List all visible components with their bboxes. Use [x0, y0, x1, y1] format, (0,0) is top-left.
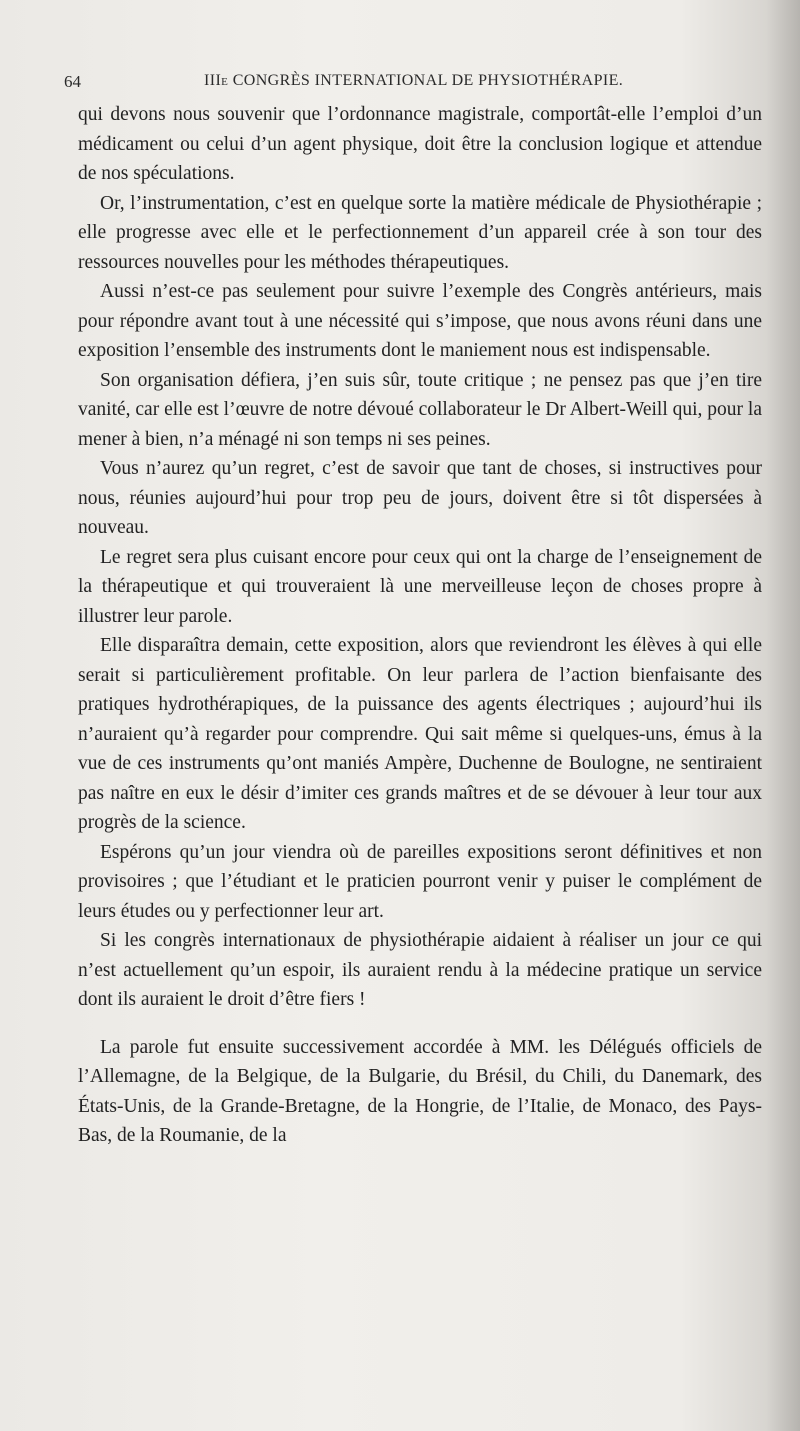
body-text [78, 100, 762, 1151]
paragraph-6: Le regret sera plus cuisant encore pour ceux qui ont la charge de l’enseignement de la thérapeutique et qui trouveraient là une merveilleuse leçon de choses propre à illustrer leur parole. [78, 546, 762, 627]
paragraph-3: Aussi n’est-ce pas seulement pour suivre l’exemple des Congrès antérieurs, mais pour répondre avant tout à une nécessité qui s’impose, que nous avons réuni dans une exposition l’ensemble des instruments dont le maniement nous est indispensable. [78, 281, 762, 361]
paragraph-10: La parole fut ensuite successivement accordée à MM. les Délégués officiels de l’Allemagne, de la Belgique, de la Bulgarie, du Brésil, du Chili, du Danemark, des États-Unis, de la Grande-Bretagne, de la Hongrie, de l’Italie, de Monaco, des Pays-Bas, de la Roumanie, de la [78, 1036, 762, 1146]
page-header [64, 70, 764, 100]
binding-shadow [766, 0, 800, 1431]
running-head: IIIe CONGRÈS INTERNATIONAL DE PHYSIOTHÉRAPIE. [204, 72, 624, 89]
section-gap [78, 1015, 762, 1033]
paragraph-7: Elle disparaîtra demain, cette exposition, alors que reviendront les élèves à qui elle serait si particulièrement profitable. On leur parlera de l’action bienfaisante des pratiques hydrothérapiques, de la puissance des agents électriques ; aujourd’hui ils n’auraient qu’à regarder pour comprendre. Qui sait même si quelques-uns, émus à la vue de ces instruments qu’ont maniés Ampère, Duchenne de Boulogne, ne sentiraient pas naître en eux le désir d’imiter ces grands maîtres et de se dévouer à leur tour aux progrès de la science. [78, 635, 762, 833]
paragraph-5: Vous n’aurez qu’un regret, c’est de savoir que tant de choses, si instructives pour nous, réunies aujourd’hui pour trop peu de jours, doivent être si tôt dispersées à nouveau. [78, 458, 762, 538]
page-number: 64 [64, 72, 81, 91]
paragraph-4: Son organisation défiera, j’en suis sûr, toute critique ; ne pensez pas que j’en tire vanité, car elle est l’œuvre de notre dévoué collaborateur le Dr Albert-Weill qui, pour la mener à bien, n’a ménagé ni son temps ni ses peines. [78, 369, 762, 450]
paragraph-8: Espérons qu’un jour viendra où de pareilles expositions seront définitives et non provisoires ; que l’étudiant et le praticien pourront venir y puiser le complément de leurs études ou y perfectionner leur art. [78, 841, 762, 922]
paragraph-1: qui devons nous souvenir que l’ordonnance magistrale, comportât-elle l’emploi d’un médicament ou celui d’un agent physique, doit être la conclusion logique et attendue de nos spéculations. [78, 104, 762, 184]
paragraph-2: Or, l’instrumentation, c’est en quelque sorte la matière médicale de Physiothérapie ; elle progresse avec elle et le perfectionnement d’un appareil crée à son tour des ressources nouvelles pour les méthodes thérapeutiques. [78, 192, 762, 273]
paragraph-9: Si les congrès internationaux de physiothérapie aidaient à réaliser un jour ce qui n’est actuellement qu’un espoir, ils auraient rendu à la médecine pratique un service dont ils auraient le droit d’être fiers ! [78, 930, 762, 1010]
